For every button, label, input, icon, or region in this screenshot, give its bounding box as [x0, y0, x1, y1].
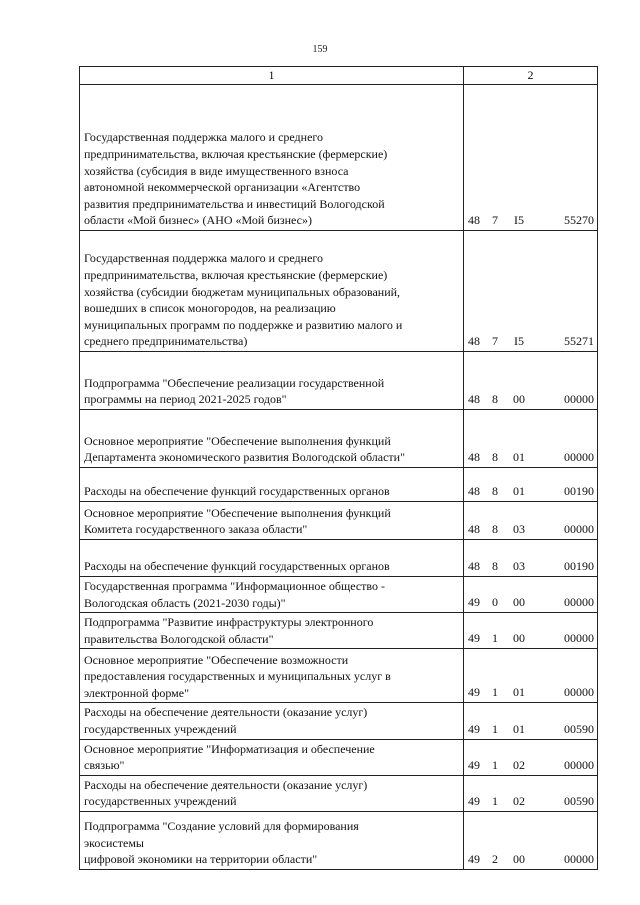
code-activity: I5 — [514, 213, 524, 227]
code-subprogram: 1 — [492, 631, 498, 646]
code-subprogram: 7 — [492, 213, 498, 227]
table-header-row — [80, 67, 598, 85]
table-row — [80, 410, 598, 468]
row-description: Подпрограмма "Обеспечение реализации государственной программы на период 2021-2025 годов" — [80, 352, 464, 410]
code-activity: 02 — [513, 757, 525, 772]
code-activity: 01 — [513, 685, 525, 700]
code-activity: 01 — [513, 721, 525, 736]
code-program: 49 — [468, 631, 480, 646]
row-description: Расходы на обеспечение функций государственных органов — [80, 468, 464, 502]
code-direction: 00000 — [564, 392, 594, 406]
table-row — [80, 739, 598, 775]
code-program: 48 — [468, 450, 480, 464]
row-code — [464, 775, 598, 811]
code-activity: 01 — [513, 450, 525, 464]
table-row — [80, 613, 598, 649]
table-row — [80, 502, 598, 540]
row-code — [464, 739, 598, 775]
row-code — [464, 231, 598, 352]
table-row — [80, 540, 598, 577]
table-row — [80, 703, 598, 739]
code-direction: 00000 — [564, 631, 594, 646]
code-subprogram: 7 — [492, 334, 498, 348]
code-program: 48 — [468, 392, 480, 406]
table-row — [80, 231, 598, 352]
code-direction: 00190 — [564, 484, 594, 498]
table-row — [80, 85, 598, 231]
row-description: Государственная поддержка малого и среднего предпринимательства, включая крестьянские (фермерские) хозяйства (субсидии бюджетам муниципальных образований, вошедших в список моногородов, на реализацию муниципальных программ по поддержке и развитию малого и среднего предпринимательства) — [80, 231, 464, 352]
row-code — [464, 410, 598, 468]
row-code — [464, 502, 598, 540]
table-row — [80, 468, 598, 502]
code-program: 48 — [468, 559, 480, 573]
code-program: 49 — [468, 757, 480, 772]
table-row — [80, 352, 598, 410]
code-program: 48 — [468, 522, 480, 536]
code-direction: 00000 — [564, 685, 594, 700]
code-activity: 02 — [513, 793, 525, 808]
code-program: 48 — [468, 484, 480, 498]
code-direction: 00000 — [564, 851, 594, 866]
row-description: Основное мероприятие "Обеспечение выполнения функций Комитета государственного заказа области" — [80, 502, 464, 540]
code-program: 49 — [468, 793, 480, 808]
code-program: 48 — [468, 213, 480, 227]
row-description: Государственная поддержка малого и среднего предпринимательства, включая крестьянские (фермерские) хозяйства (субсидия в виде имущественного взноса автономной некоммерческой организации «Агентство развития предпринимательства и инвестиций Вологодской области «Мой бизнес» (АНО «Мой бизнес») — [80, 85, 464, 231]
table-row — [80, 811, 598, 869]
column-header-2: 2 — [464, 67, 598, 85]
code-activity: 00 — [513, 631, 525, 646]
code-subprogram: 1 — [492, 793, 498, 808]
page-number: 159 — [312, 44, 328, 55]
row-code — [464, 85, 598, 231]
row-code — [464, 540, 598, 577]
row-description: Расходы на обеспечение деятельности (оказание услуг) государственных учреждений — [80, 703, 464, 739]
code-program: 48 — [468, 334, 480, 348]
code-subprogram: 8 — [492, 484, 498, 498]
table-row — [80, 649, 598, 703]
row-description: Основное мероприятие "Обеспечение выполнения функций Департамента экономического развития Вологодской области" — [80, 410, 464, 468]
code-activity: 00 — [513, 595, 525, 610]
code-direction: 00000 — [564, 522, 594, 536]
code-activity: I5 — [514, 334, 524, 348]
code-activity: 03 — [513, 522, 525, 536]
row-code — [464, 649, 598, 703]
row-code — [464, 468, 598, 502]
code-program: 49 — [468, 851, 480, 866]
code-subprogram: 2 — [492, 851, 498, 866]
code-direction: 00000 — [564, 595, 594, 610]
code-activity: 03 — [513, 559, 525, 573]
column-header-1: 1 — [80, 67, 464, 85]
code-subprogram: 8 — [492, 522, 498, 536]
row-code — [464, 577, 598, 613]
row-code — [464, 703, 598, 739]
row-code — [464, 811, 598, 869]
code-program: 49 — [468, 685, 480, 700]
code-subprogram: 8 — [492, 392, 498, 406]
code-direction: 55270 — [564, 213, 594, 227]
code-subprogram: 8 — [492, 559, 498, 573]
code-program: 49 — [468, 595, 480, 610]
code-direction: 55271 — [564, 334, 594, 348]
row-description: Подпрограмма "Создание условий для формирования экосистемы цифровой экономики на территории области" — [80, 811, 464, 869]
row-description: Государственная программа "Информационное общество - Вологодская область (2021-2030 годы)" — [80, 577, 464, 613]
row-description: Основное мероприятие "Информатизация и обеспечение связью" — [80, 739, 464, 775]
code-subprogram: 1 — [492, 757, 498, 772]
code-activity: 00 — [513, 851, 525, 866]
table-row — [80, 577, 598, 613]
budget-table — [79, 66, 598, 870]
code-activity: 00 — [513, 392, 525, 406]
table-row — [80, 775, 598, 811]
code-subprogram: 1 — [492, 685, 498, 700]
code-subprogram: 0 — [492, 595, 498, 610]
row-description: Подпрограмма "Развитие инфраструктуры электронного правительства Вологодской области" — [80, 613, 464, 649]
code-activity: 01 — [513, 484, 525, 498]
row-description: Основное мероприятие "Обеспечение возможности предоставления государственных и муниципальных услуг в электронной форме" — [80, 649, 464, 703]
code-direction: 00000 — [564, 757, 594, 772]
code-direction: 00590 — [564, 721, 594, 736]
code-direction: 00000 — [564, 450, 594, 464]
code-direction: 00190 — [564, 559, 594, 573]
code-program: 49 — [468, 721, 480, 736]
row-description: Расходы на обеспечение функций государственных органов — [80, 540, 464, 577]
code-direction: 00590 — [564, 793, 594, 808]
row-code — [464, 352, 598, 410]
code-subprogram: 1 — [492, 721, 498, 736]
code-subprogram: 8 — [492, 450, 498, 464]
row-description: Расходы на обеспечение деятельности (оказание услуг) государственных учреждений — [80, 775, 464, 811]
row-code — [464, 613, 598, 649]
